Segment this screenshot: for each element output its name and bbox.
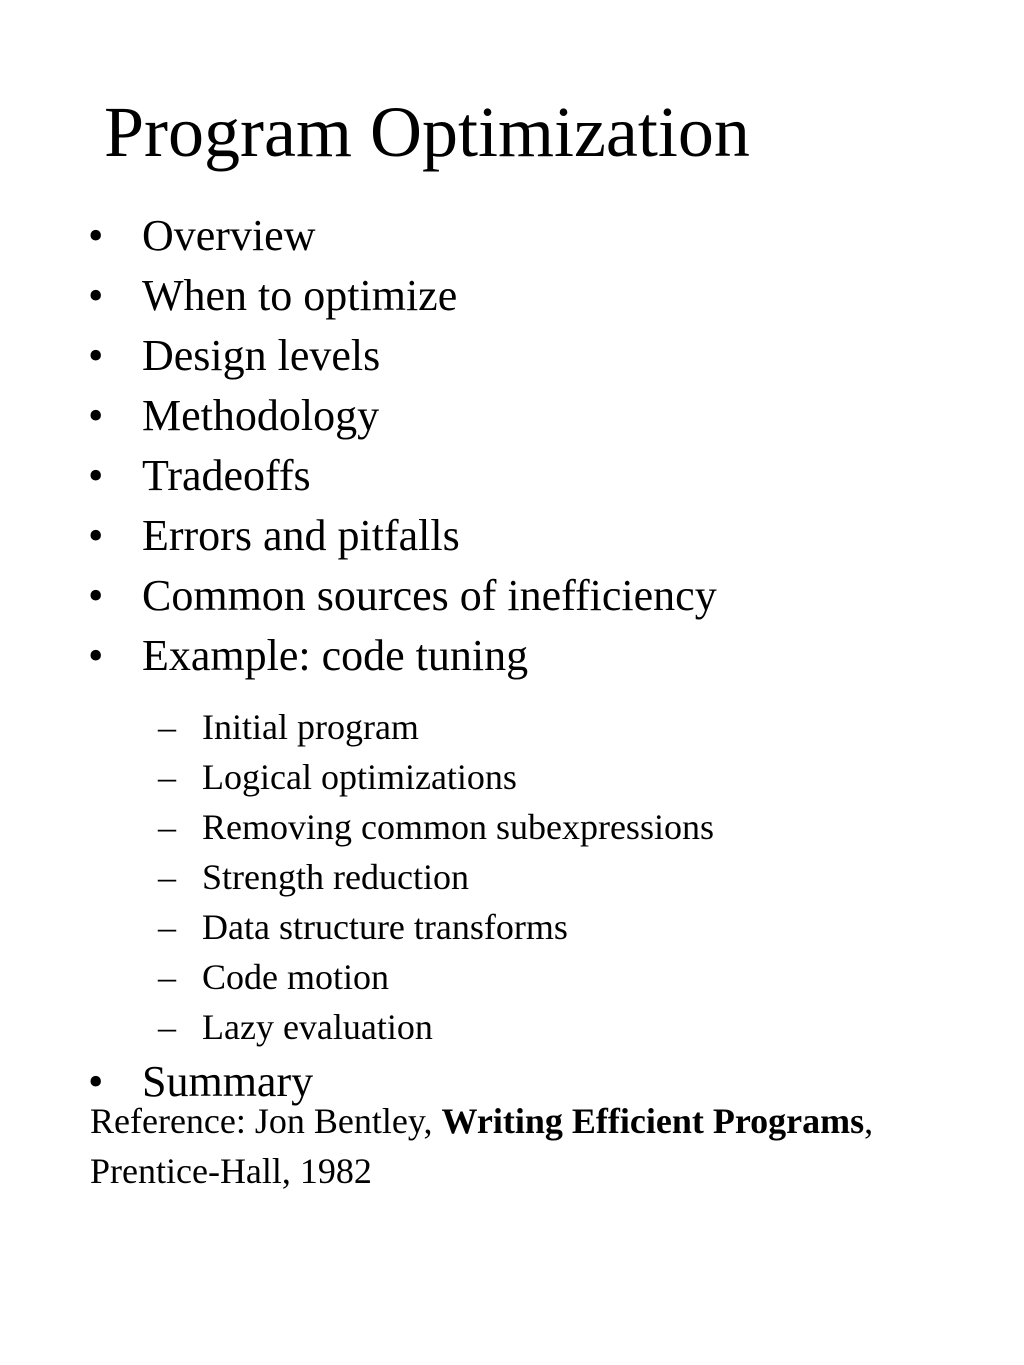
sub-bullet-list [0, 686, 1024, 1052]
sub-bullet-item-strength-reduction [0, 852, 1024, 902]
sub-bullet-marker: – [158, 1007, 176, 1047]
bullet-text: Tradeoffs [142, 451, 311, 500]
sub-bullet-item-initial-program [0, 702, 1024, 752]
reference-separator: , [864, 1101, 874, 1141]
sub-bullet-text: Code motion [202, 957, 389, 997]
bullet-item-methodology [0, 386, 1024, 446]
bullet-item-tradeoffs [0, 446, 1024, 506]
bullet-marker: • [88, 571, 104, 620]
sub-bullet-marker: – [158, 757, 176, 797]
bullet-marker: • [88, 391, 104, 440]
bullet-marker: • [88, 271, 104, 320]
reference-publisher: Prentice-Hall, 1982 [90, 1151, 372, 1191]
sub-bullet-item-data-structure-transforms [0, 902, 1024, 952]
slide-title: Program Optimization [104, 92, 750, 172]
bullet-text: Errors and pitfalls [142, 511, 460, 560]
bullet-marker: • [88, 511, 104, 560]
sub-bullet-item-code-motion [0, 952, 1024, 1002]
sub-bullet-text: Lazy evaluation [202, 1007, 433, 1047]
sub-bullet-text: Initial program [202, 707, 419, 747]
sub-bullet-item-logical-optimizations [0, 752, 1024, 802]
bullet-text: Common sources of inefficiency [142, 571, 717, 620]
bullet-text: Overview [142, 211, 316, 260]
sub-bullet-text: Data structure transforms [202, 907, 568, 947]
bullet-list [0, 206, 1024, 1112]
bullet-item-common-sources [0, 566, 1024, 626]
bullet-item-example-code-tuning [0, 626, 1024, 686]
bullet-item-overview [0, 206, 1024, 266]
bullet-text: Methodology [142, 391, 380, 440]
sub-bullet-text: Strength reduction [202, 857, 469, 897]
sub-bullet-item-removing-common-subexpressions [0, 802, 1024, 852]
sub-bullet-marker: – [158, 957, 176, 997]
sub-bullet-text: Removing common subexpressions [202, 807, 714, 847]
reference-prefix: Reference: Jon Bentley, [90, 1101, 442, 1141]
reference-book-title: Writing Efficient Programs [441, 1101, 865, 1141]
bullet-marker: • [88, 331, 104, 380]
bullet-text: Summary [142, 1057, 314, 1106]
bullet-marker: • [88, 1057, 104, 1106]
bullet-marker: • [88, 631, 104, 680]
bullet-text: Example: code tuning [142, 631, 529, 680]
bullet-marker: • [88, 451, 104, 500]
sub-bullet-marker: – [158, 807, 176, 847]
bullet-marker: • [88, 211, 104, 260]
bullet-text: Design levels [142, 331, 381, 380]
reference-citation [90, 1096, 990, 1196]
bullet-item-errors-and-pitfalls [0, 506, 1024, 566]
sub-list-spacer [0, 686, 1024, 702]
sub-bullet-marker: – [158, 857, 176, 897]
bullet-item-when-to-optimize [0, 266, 1024, 326]
bullet-item-design-levels [0, 326, 1024, 386]
sub-bullet-marker: – [158, 907, 176, 947]
sub-bullet-marker: – [158, 707, 176, 747]
sub-bullet-item-lazy-evaluation [0, 1002, 1024, 1052]
sub-bullet-text: Logical optimizations [202, 757, 517, 797]
bullet-text: When to optimize [142, 271, 458, 320]
